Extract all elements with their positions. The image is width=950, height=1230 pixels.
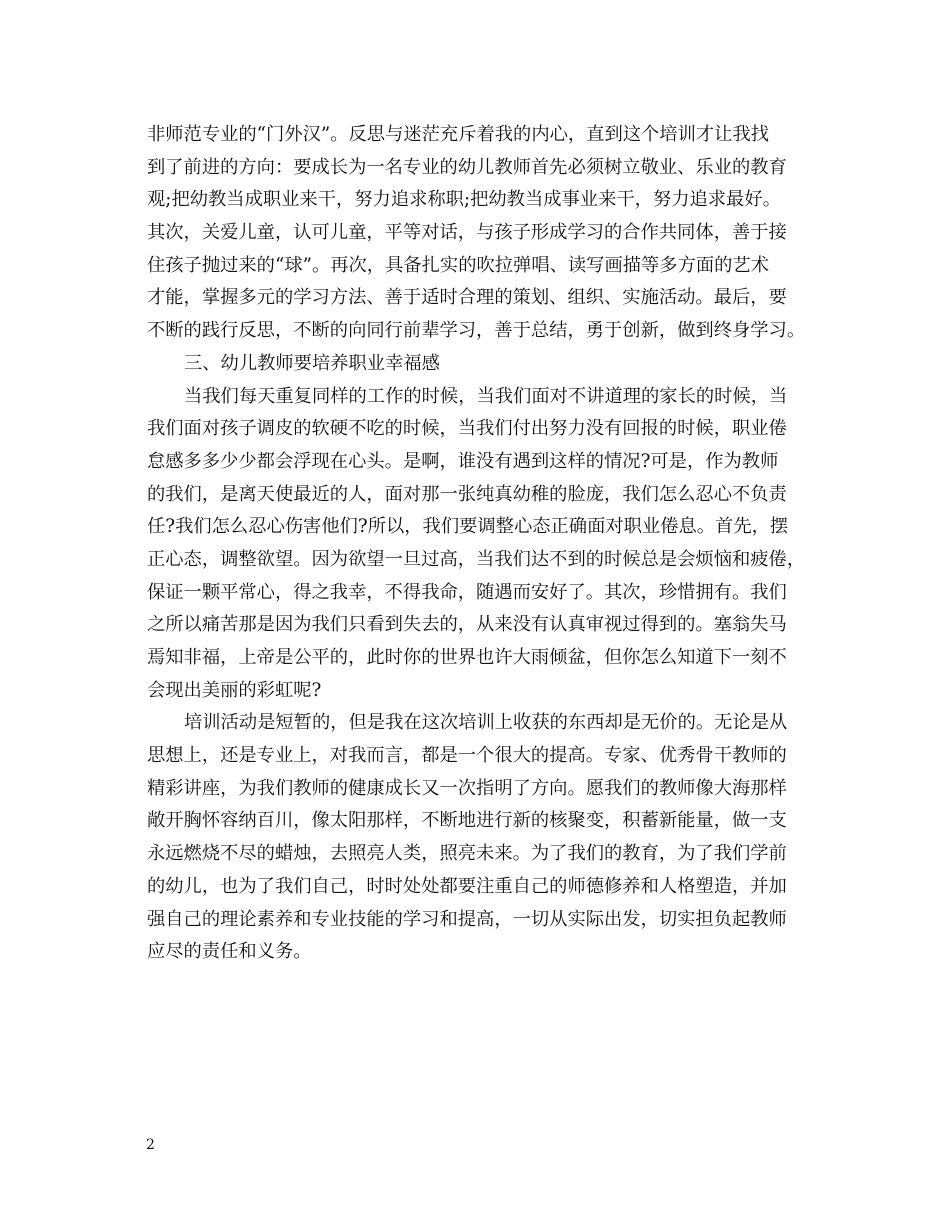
text-line: 思想上，还是专业上，对我而言，都是一个很大的提高。专家、优秀骨干教师的 [147,745,787,767]
text-line: 我们面对孩子调皮的软硬不吃的时候，当我们付出努力没有回报的时候，职业倦 [147,418,787,440]
text-line: 非师范专业的“门外汉”。反思与迷茫充斥着我的内心，直到这个培训才让我找 [147,124,769,145]
text-line: 精彩讲座，为我们教师的健康成长又一次指明了方向。愿我们的教师像大海那样 [147,777,787,799]
text-line: 保证一颗平常心，得之我幸，不得我命，随遇而安好了。其次，珍惜拥有。我们 [147,581,787,603]
text-line: 焉知非福，上帝是公平的，此时你的世界也许大雨倾盆，但你怎么知道下一刻不 [147,647,787,668]
text-line: 观;把幼教当成职业来干，努力追求称职;把幼教当成事业来干，努力追求最好。 [147,189,781,211]
text-line: 任?我们怎么忍心伤害他们?所以，我们要调整心态正确面对职业倦息。首先，摆 [147,516,789,538]
text-line: 强自己的理论素养和专业技能的学习和提高，一切从实际出发，切实担负起教师 [147,908,787,930]
text-line: 到了前进的方向：要成长为一名专业的幼儿教师首先必须树立敬业、乐业的教育 [147,156,787,178]
text-line: 永远燃烧不尽的蜡烛，去照亮人类，照亮未来。为了我们的教育，为了我们学前 [147,843,787,865]
page-number: 2 [146,1137,155,1153]
text-line: 之所以痛苦那是因为我们只看到失去的，从来没有认真审视过得到的。塞翁失马 [147,614,787,636]
text-line: 其次，关爱儿童，认可儿童，平等对话，与孩子形成学习的合作共同体，善于接 [147,222,787,244]
text-line: 才能，掌握多元的学习方法、善于适时合理的策划、组织、实施活动。最后，要 [147,287,787,309]
text-line: 培训活动是短暂的，但是我在这次培训上收获的东西却是无价的。无论是从 [184,712,788,734]
text-line: 的我们，是离天使最近的人，面对那一张纯真幼稚的脸庞，我们怎么忍心不负责 [147,483,787,505]
text-line: 怠感多多少少都会浮现在心头。是啊，谁没有遇到这样的情况?可是，作为教师 [147,450,779,472]
text-line: 不断的践行反思，不断的向同行前辈学习，善于总结，勇于创新，做到终身学习。 [147,320,806,342]
text-line: 正心态，调整欲望。因为欲望一旦过高，当我们达不到的时候总是会烦恼和疲倦， [147,548,806,570]
text-line: 的幼儿，也为了我们自己，时时处处都要注重自己的师德修养和人格塑造，并加 [147,875,787,897]
body-text [147,119,817,969]
text-line: 会现出美丽的彩虹呢? [147,679,322,701]
text-line: 敞开胸怀容纳百川，像太阳那样，不断地进行新的核聚变，积蓄新能量，做一支 [147,810,787,832]
text-line: 应尽的责任和义务。 [147,941,312,963]
text-line: 住孩子抛过来的“球”。再次，具备扎实的吹拉弹唱、读写画描等多方面的艺术 [147,254,769,276]
text-line: 当我们每天重复同样的工作的时候，当我们面对不讲道理的家长的时候，当 [184,385,788,407]
section-heading: 三、幼儿教师要培养职业幸福感 [184,352,440,374]
